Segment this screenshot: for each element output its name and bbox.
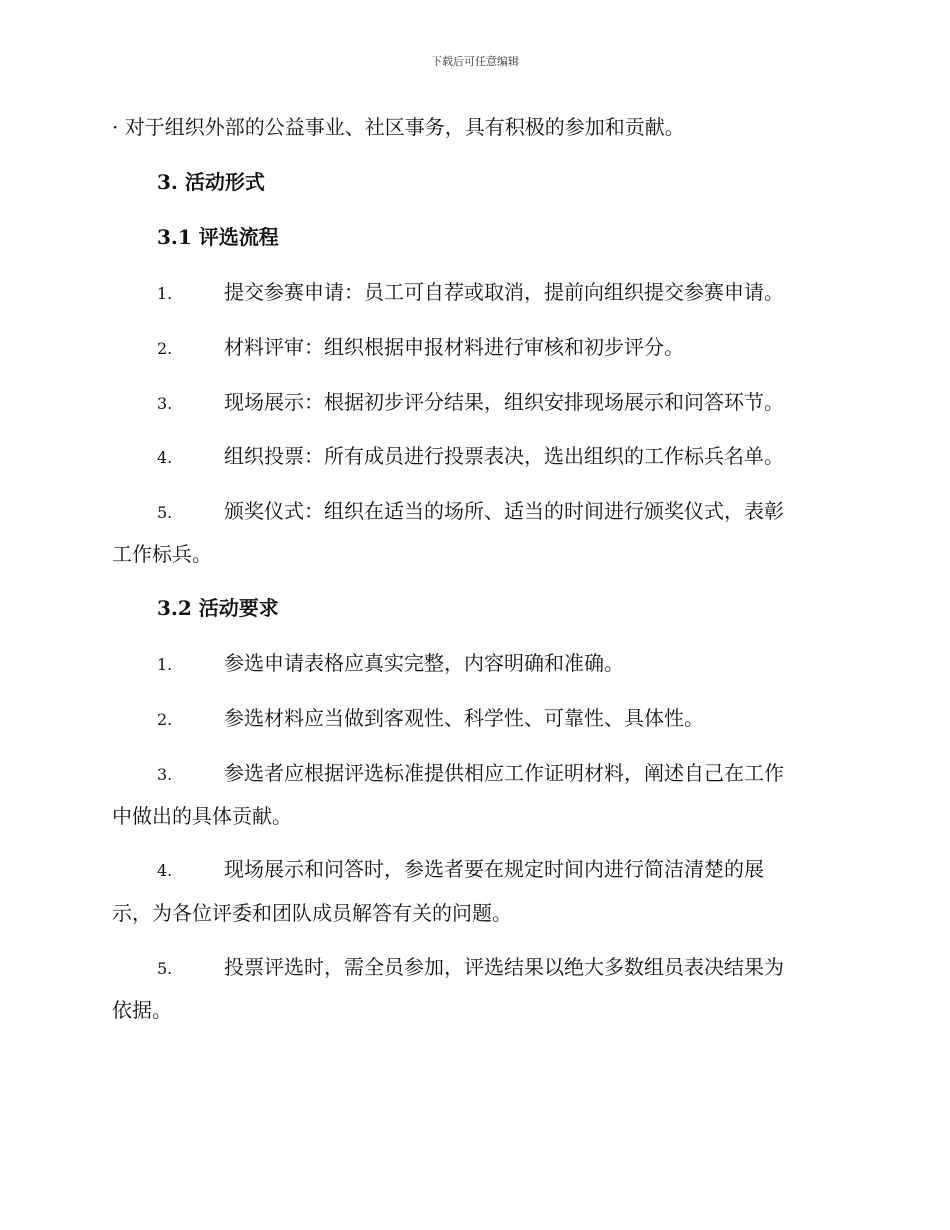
list-item-continuation: 示，为各位评委和团队成员解答有关的问题。 — [112, 901, 512, 925]
list-item-continuation: 依据。 — [112, 998, 172, 1022]
list-item-text: 现场展示：根据初步评分结果，组织安排现场展示和问答环节。 — [224, 390, 784, 414]
section-3-heading: 3. 活动形式 — [157, 170, 265, 194]
list-item-number: 1. — [157, 284, 173, 303]
list-item-text: 提交参赛申请：员工可自荐或取消，提前向组织提交参赛申请。 — [224, 280, 784, 304]
list-item-number: 2. — [157, 710, 173, 729]
list-item-number: 5. — [157, 503, 173, 522]
section-3-1-heading: 3.1 评选流程 — [157, 225, 279, 249]
list-item-text: 参选者应根据评选标准提供相应工作证明材料，阐述自己在工作 — [224, 761, 784, 785]
list-item-number: 4. — [157, 861, 173, 880]
list-item-number: 5. — [157, 959, 173, 978]
list-item-text: 参选材料应当做到客观性、科学性、可靠性、具体性。 — [224, 706, 704, 730]
list-item-continuation: 工作标兵。 — [112, 542, 212, 566]
list-item-text: 颁奖仪式：组织在适当的场所、适当的时间进行颁奖仪式，表彰 — [224, 499, 784, 523]
list-item-text: 现场展示和问答时，参选者要在规定时间内进行简洁清楚的展 — [224, 857, 764, 881]
list-item-text: 组织投票：所有成员进行投票表决，选出组织的工作标兵名单。 — [224, 444, 784, 468]
list-item-number: 1. — [157, 655, 173, 674]
list-item-number: 2. — [157, 339, 173, 358]
list-item-number: 4. — [157, 448, 173, 467]
list-item-text: 参选申请表格应真实完整，内容明确和准确。 — [224, 651, 624, 675]
list-item-continuation: 中做出的具体贡献。 — [112, 804, 292, 828]
intro-bullet-text: · 对于组织外部的公益事业、社区事务，具有积极的参加和贡献。 — [112, 115, 685, 139]
list-item-number: 3. — [157, 394, 173, 413]
list-item-text: 投票评选时，需全员参加，评选结果以绝大多数组员表决结果为 — [224, 955, 784, 979]
list-item-text: 材料评审：组织根据申报材料进行审核和初步评分。 — [224, 335, 684, 359]
page-header: 下载后可任意编辑 — [431, 55, 519, 68]
list-item-number: 3. — [157, 765, 173, 784]
section-3-2-heading: 3.2 活动要求 — [157, 596, 279, 620]
